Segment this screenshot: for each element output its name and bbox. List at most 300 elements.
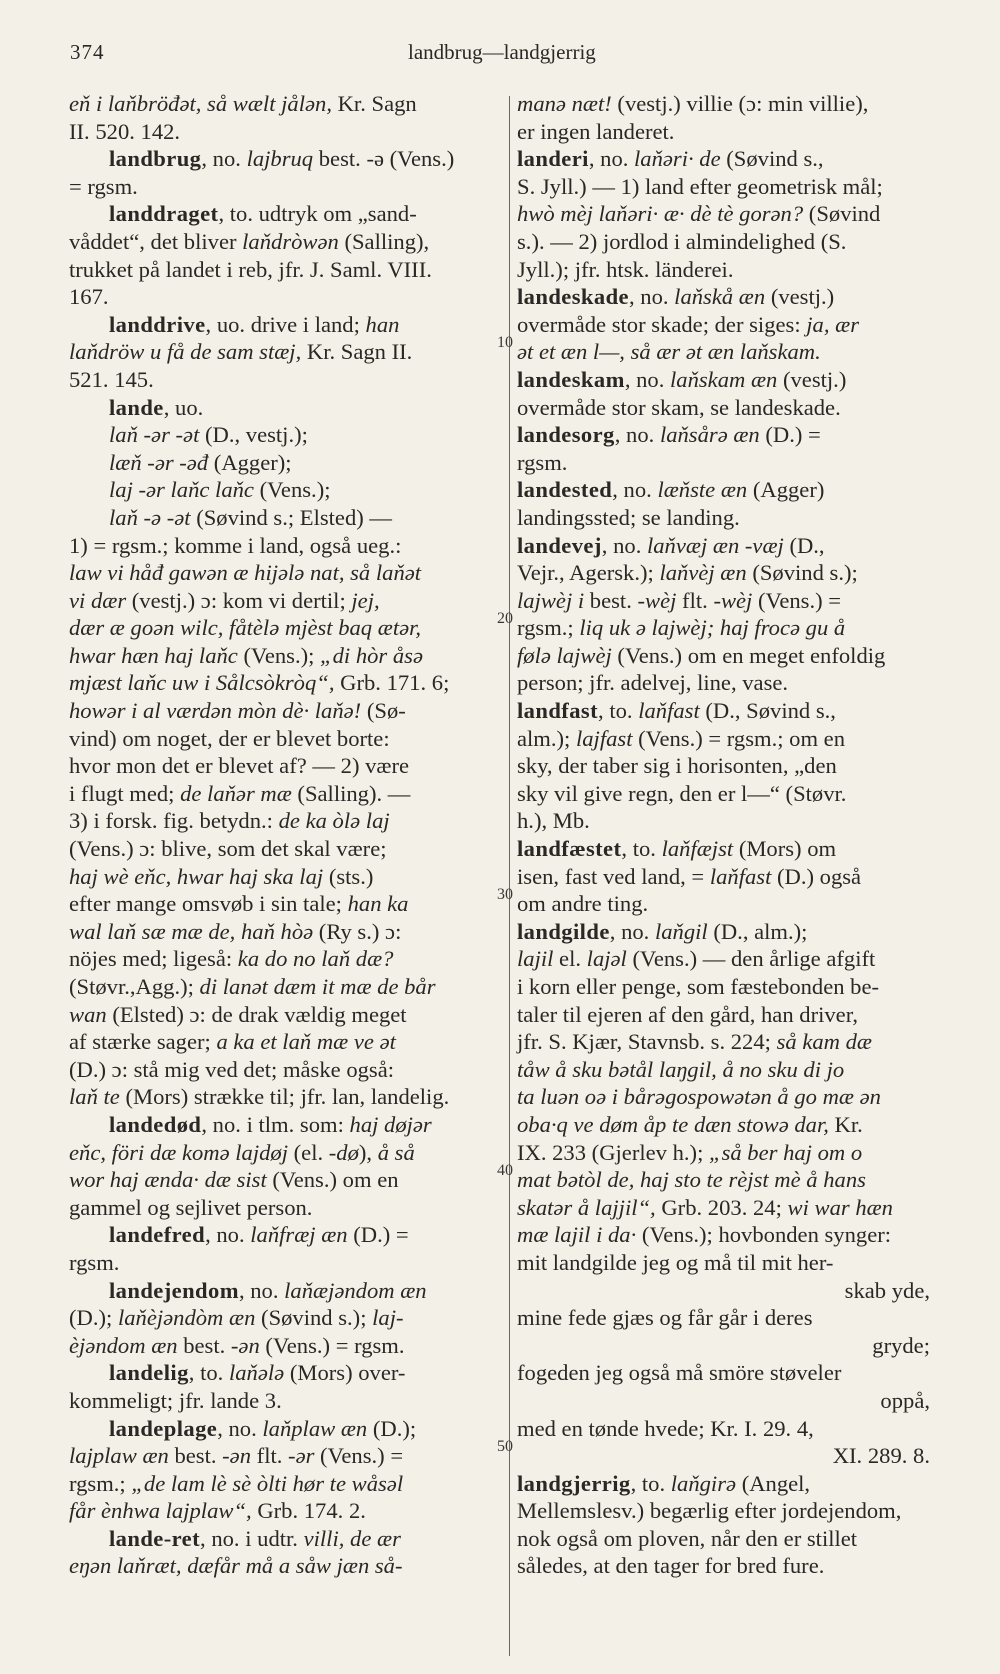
text-segment: (Angel,	[736, 1470, 811, 1496]
text-segment: (Vens.) =	[314, 1443, 404, 1469]
dialect-form: eňc, föri dæ komə lajdøj	[69, 1139, 288, 1165]
text-segment: gammel og sejlivet person.	[69, 1194, 313, 1220]
text-line	[69, 1304, 509, 1332]
text-line	[69, 1056, 509, 1084]
text-line	[514, 366, 960, 394]
text-line	[514, 973, 960, 1001]
text-line	[69, 669, 509, 697]
text-line	[69, 587, 509, 615]
text-segment: Kr.	[828, 1111, 863, 1137]
text-line	[69, 449, 509, 477]
text-line	[514, 200, 960, 228]
text-line	[69, 173, 509, 201]
running-head: landbrug—landgjerrig	[408, 40, 596, 64]
entry-headword: landevej	[517, 532, 602, 558]
dialect-form: laňèjəndòm æn	[117, 1305, 256, 1331]
text-segment: oppå,	[880, 1387, 930, 1413]
text-segment: (D.);	[69, 1305, 118, 1331]
text-segment: , to.	[598, 698, 639, 724]
dialect-form: laňvæj æn -væj	[646, 532, 784, 558]
text-segment: el.	[553, 946, 587, 972]
text-segment: (D., vestj.);	[199, 422, 308, 448]
text-line	[514, 725, 960, 753]
text-line	[69, 532, 509, 560]
text-segment: (Vens.) ɔ: blive, som det skal være;	[69, 836, 387, 862]
dialect-form: villi, de ær	[303, 1525, 401, 1551]
dialect-form: wor haj ænda· dæ sist	[69, 1167, 267, 1193]
dialect-form: „så ber haj om o	[709, 1139, 863, 1165]
text-segment: (sts.)	[323, 863, 374, 889]
text-segment: person; jfr. adelvej, line, vase.	[517, 670, 789, 696]
text-segment: , no.	[217, 1415, 263, 1441]
text-line	[69, 780, 509, 808]
entry-headword: landgilde	[517, 918, 610, 944]
text-line	[514, 559, 960, 587]
dialect-form: laňæjəndom æn	[284, 1277, 427, 1303]
text-segment: IX. 233 (Gjerlev h.);	[517, 1139, 709, 1165]
text-segment: (Søvind	[803, 201, 881, 227]
text-segment: (D., alm.);	[707, 918, 808, 944]
text-segment: (vestj.) villie (ɔ: min villie),	[611, 91, 869, 116]
dialect-form: „de lam lè sè òlti hør te wåsəl	[131, 1470, 404, 1496]
dialect-form: lajplaw æn	[69, 1443, 169, 1469]
dialect-form: lajəl	[586, 946, 627, 972]
text-line	[69, 945, 509, 973]
text-line	[69, 1387, 509, 1415]
text-segment: , no.	[624, 366, 670, 392]
text-segment: (Vens.); hovbonden synger:	[636, 1222, 892, 1248]
dialect-form: så kam dæ	[776, 1029, 872, 1055]
text-line	[69, 145, 509, 173]
dialect-form: ta luən oə i bårəgospowətən å go mæ ən	[517, 1084, 881, 1110]
dialect-form: mjæst laňc uw i Sålcsòkròq“,	[69, 670, 335, 696]
entry-headword: landdraget	[109, 201, 219, 227]
text-segment: h.), Mb.	[517, 808, 590, 834]
entry-headword: landefred	[109, 1222, 206, 1248]
entry-headword: landesorg	[517, 422, 615, 448]
text-segment: (Søvind s.,	[720, 146, 824, 172]
text-segment: II. 520. 142.	[69, 118, 181, 144]
dialect-form: laňplaw æn	[262, 1415, 368, 1441]
text-line	[514, 394, 960, 422]
text-segment: , no.	[201, 146, 247, 172]
dialect-form: laňgirə	[670, 1470, 737, 1496]
text-line	[514, 669, 960, 697]
text-segment: (D.) også	[771, 863, 862, 889]
text-segment: mine fede gjæs og får går i deres	[517, 1305, 813, 1331]
text-segment: = rgsm.	[69, 173, 138, 199]
dialect-form: oba·q ve døm åp te dæn stowə dar,	[517, 1111, 829, 1137]
text-segment: (Vens.) = rgsm.; om en	[632, 725, 845, 751]
dialect-form: di lanət dæm it mæ de bår	[199, 974, 436, 999]
text-line	[514, 1415, 960, 1443]
text-line	[514, 1194, 960, 1222]
line-number: 30	[497, 886, 513, 903]
text-line	[514, 421, 960, 449]
text-line	[69, 1028, 509, 1056]
text-segment: (D.,	[783, 532, 825, 558]
entry-headword: landedød	[109, 1111, 202, 1137]
text-line	[69, 366, 509, 394]
text-segment: , to.	[630, 1470, 671, 1496]
text-segment: , no.	[601, 532, 647, 558]
text-line	[514, 1277, 960, 1305]
text-segment: (vestj.)	[765, 284, 835, 310]
text-line	[514, 1001, 960, 1029]
dialect-form: laj-	[372, 1305, 404, 1331]
text-line	[514, 1111, 960, 1139]
text-segment: Vejr., Agersk.);	[517, 560, 660, 586]
text-line	[514, 173, 960, 201]
text-line	[69, 421, 509, 449]
entry-headword: landeskam	[517, 366, 625, 392]
dialect-form: får ènhwa lajplaw“,	[69, 1498, 252, 1524]
text-segment: XI. 289. 8.	[832, 1443, 930, 1469]
dialect-form: laňgil	[654, 918, 708, 944]
text-line	[69, 1415, 509, 1443]
text-segment: fogeden jeg også må smöre støveler	[517, 1360, 842, 1386]
text-line	[514, 835, 960, 863]
dialect-form: lajbruq	[246, 146, 314, 172]
text-segment: af stærke sager;	[69, 1029, 217, 1055]
text-segment: om andre ting.	[517, 891, 649, 917]
text-segment: (Salling). —	[291, 780, 411, 806]
dialect-form: howər i al værdən mòn dè· laňə!	[69, 698, 362, 724]
text-segment: , uo. drive i land;	[205, 311, 366, 337]
text-line	[69, 1470, 509, 1498]
dialect-form: -dø	[328, 1139, 359, 1165]
entry-headword: lande	[109, 394, 164, 420]
dialect-form: -wèj	[713, 587, 753, 613]
text-segment: skab yde,	[844, 1277, 930, 1303]
text-line	[69, 890, 509, 918]
line-number: 10	[497, 334, 513, 351]
text-line	[514, 449, 960, 477]
text-segment: nok også om ploven, når den er stillet	[517, 1525, 858, 1551]
text-segment: (Ry s.) ɔ:	[313, 918, 402, 944]
text-line	[514, 752, 960, 780]
text-segment: trukket på landet i reb, jfr. J. Saml. VIII.	[69, 256, 432, 282]
text-segment: overmåde stor skade; der siges:	[517, 311, 807, 337]
text-segment: (Agger);	[208, 449, 292, 475]
text-segment: mit landgilde jeg og må til mit her-	[517, 1249, 834, 1275]
text-segment: med en tønde hvede; Kr. I. 29. 4,	[517, 1415, 814, 1441]
text-segment: således, at den tager for bred fure.	[517, 1553, 825, 1579]
text-line	[514, 1525, 960, 1553]
dialect-form: dær æ goən wilc, fåtèlə mjèst baq ætər,	[69, 615, 422, 641]
text-line	[69, 973, 509, 1001]
dialect-form: jej,	[351, 587, 380, 613]
text-line	[514, 145, 960, 173]
dialect-form: wan	[69, 1001, 107, 1027]
dialect-form: liq uk ə lajwèj; haj frocə gu å	[579, 615, 846, 641]
text-segment: , no. i tlm. som:	[201, 1111, 350, 1137]
entry-headword: landfæstet	[517, 836, 622, 862]
dialect-form: haj døjər	[349, 1111, 432, 1137]
text-line	[514, 228, 960, 256]
text-segment: (Salling),	[338, 228, 430, 254]
text-segment: , uo.	[163, 394, 204, 420]
dialect-form: law vi håđ gawən æ hijələ nat, så laňət	[69, 560, 422, 586]
page-number: 374	[70, 40, 105, 64]
entry-headword: landeri	[517, 146, 589, 172]
text-line	[69, 311, 509, 339]
text-line	[514, 587, 960, 615]
text-segment: 1) = rgsm.; komme i land, også ueg.:	[69, 532, 402, 558]
text-segment: s.). — 2) jordlod i almindelighed (S.	[517, 228, 847, 254]
text-segment: 521. 145.	[69, 366, 154, 392]
text-segment: best.	[177, 1332, 231, 1358]
text-segment: rgsm.	[69, 1249, 120, 1275]
text-line	[69, 1552, 509, 1580]
text-segment: overmåde stor skam, se landeskade.	[517, 394, 841, 420]
text-line	[514, 1332, 960, 1360]
text-segment: best.	[168, 1443, 223, 1469]
text-line	[69, 918, 509, 946]
dialect-form: læňste æn	[657, 477, 748, 503]
text-segment: , no.	[609, 918, 655, 944]
dialect-form: laňfæjst	[661, 836, 734, 862]
dialect-form: vi dær	[69, 587, 127, 613]
text-segment: nöjes med; ligeså:	[69, 946, 238, 972]
dialect-form: laňfræj æn	[250, 1222, 348, 1248]
text-line	[69, 118, 509, 146]
dialect-form: han ka	[347, 891, 409, 917]
text-line	[514, 614, 960, 642]
text-line	[514, 1139, 960, 1167]
text-segment: sky, der taber sig i horisonten, „den	[517, 753, 837, 779]
dialect-form: hwò mèj laňəri· æ· dè tè gorən?	[517, 201, 804, 227]
text-line	[69, 559, 509, 587]
text-segment: best.	[584, 587, 638, 613]
dialect-form: hwar hæn haj laňc	[69, 642, 238, 668]
text-line	[514, 504, 960, 532]
text-segment: , no. i udtr.	[200, 1525, 304, 1551]
text-segment: (Støvr.,Agg.);	[69, 974, 200, 999]
text-segment: , no.	[238, 1277, 285, 1303]
text-line	[514, 918, 960, 946]
text-segment: (Søvind s.);	[255, 1305, 373, 1331]
entry-headword: landejendom	[109, 1277, 239, 1303]
text-line	[514, 1083, 960, 1111]
text-segment: (Vens.);	[237, 642, 321, 668]
text-line	[69, 835, 509, 863]
text-segment: vind) om noget, der er blevet borte:	[69, 725, 390, 751]
dialect-form: laň te	[69, 1084, 120, 1110]
text-segment: 3) i forsk. fig. betydn.:	[69, 808, 279, 834]
dialect-form: -ən	[230, 1332, 260, 1358]
text-segment: kommeligt; jfr. lande 3.	[69, 1387, 282, 1413]
text-segment: rgsm.;	[69, 1470, 132, 1496]
dialect-form: lajfast	[575, 725, 633, 751]
text-segment: (Elsted) ɔ: de drak vældig meget	[106, 1001, 407, 1027]
dialect-form: wi war hæn	[787, 1194, 893, 1220]
text-line	[514, 642, 960, 670]
text-line	[514, 1221, 960, 1249]
text-line	[514, 807, 960, 835]
text-segment: landingssted; se landing.	[517, 504, 740, 530]
text-line	[514, 283, 960, 311]
text-segment: rgsm.;	[517, 615, 580, 641]
text-segment: (Søvind s.; Elsted) —	[190, 504, 393, 530]
text-segment: Grb. 174. 2.	[251, 1498, 366, 1524]
text-segment: , to.	[621, 836, 662, 862]
text-line	[69, 1083, 509, 1111]
text-line	[69, 394, 509, 422]
text-segment: (D.) ɔ: stå mig ved det; måske også:	[69, 1056, 395, 1082]
text-line	[514, 697, 960, 725]
text-line	[69, 476, 509, 504]
text-segment: ),	[358, 1139, 378, 1165]
text-segment: (Mors) om	[733, 836, 837, 862]
dialect-form: ət et æn l—, så ær ət æn laňskam.	[517, 339, 821, 365]
line-number: 40	[497, 1162, 513, 1179]
text-line	[69, 1111, 509, 1139]
text-segment: rgsm.	[517, 449, 568, 475]
text-segment: (Vens.) =	[752, 587, 842, 613]
text-segment: , to. udtryk om „sand-	[218, 201, 417, 227]
text-line	[69, 1525, 509, 1553]
text-line	[514, 311, 960, 339]
text-line	[514, 1028, 960, 1056]
text-segment: (Vens.) om en	[266, 1167, 399, 1193]
text-segment: (vestj.) ɔ: kom vi dertil;	[126, 587, 352, 613]
text-line	[514, 1442, 960, 1470]
entry-headword: landeskade	[517, 284, 629, 310]
dialect-form: laňdròwən	[242, 228, 339, 254]
text-line	[69, 697, 509, 725]
text-segment: , to.	[188, 1360, 229, 1386]
text-line	[69, 1497, 509, 1525]
dialect-form: lajwèj i	[517, 587, 585, 613]
text-line	[69, 1332, 509, 1360]
text-line	[514, 1304, 960, 1332]
dialect-form: eŋən laňræt, dæfår må a såw jæn så-	[69, 1553, 403, 1579]
text-segment: våddet“, det bliver	[69, 228, 243, 254]
text-line	[514, 890, 960, 918]
text-segment: (Vens.) = rgsm.	[259, 1332, 405, 1358]
text-line	[69, 1442, 509, 1470]
text-segment: 167.	[69, 284, 109, 310]
text-line	[69, 807, 509, 835]
text-line	[514, 338, 960, 366]
text-segment: , no.	[612, 477, 658, 503]
text-line	[69, 1249, 509, 1277]
dialect-form: ja, ær	[806, 311, 859, 337]
text-segment: hvor mon det er blevet af? — 2) være	[69, 753, 410, 779]
text-segment: Mellemslesv.) begærlig efter jordejendom,	[517, 1498, 902, 1524]
dialect-form: laňfast	[638, 698, 700, 724]
text-line	[69, 752, 509, 780]
text-segment: (Vens.);	[253, 477, 331, 503]
text-line	[69, 228, 509, 256]
dialect-form: laňəri· de	[634, 146, 721, 172]
text-line	[69, 1001, 509, 1029]
dialect-form: -wèj	[637, 587, 677, 613]
text-segment: sky vil give regn, den er l—“ (Støvr.	[517, 780, 847, 806]
text-line	[69, 283, 509, 311]
text-line	[69, 863, 509, 891]
dialect-form: laňdröw u få de sam stæj,	[69, 339, 302, 365]
text-line	[514, 90, 960, 118]
dialect-form: laň -ə -ət	[109, 504, 191, 530]
left-column	[69, 90, 509, 1580]
text-line	[69, 1221, 509, 1249]
dialect-form: laňələ	[228, 1360, 285, 1386]
text-line	[69, 1166, 509, 1194]
text-line	[69, 614, 509, 642]
text-line	[514, 1552, 960, 1580]
entry-headword: landbrug	[109, 146, 202, 172]
text-segment: (Mors) over-	[284, 1360, 406, 1386]
text-segment: (Vens.) om en meget enfoldig	[611, 642, 886, 668]
entry-headword: landdrive	[109, 311, 206, 337]
text-segment: (Sø-	[361, 698, 406, 724]
text-line	[514, 780, 960, 808]
text-segment: Kr. Sagn	[331, 91, 417, 116]
entry-headword: landeplage	[109, 1415, 218, 1441]
text-segment: (D.);	[367, 1415, 417, 1441]
text-segment: (vestj.)	[777, 366, 847, 392]
text-segment: S. Jyll.) — 1) land efter geometrisk mål;	[517, 173, 883, 199]
right-column	[514, 90, 960, 1580]
dialect-form: ka do no laň dæ?	[237, 946, 394, 972]
dialect-form: tåw å sku bətål laŋgil, å no sku di jo	[517, 1056, 845, 1082]
dialect-form: laňsårə æn	[659, 422, 760, 448]
text-segment: best. -ə (Vens.)	[313, 146, 455, 172]
text-line	[69, 725, 509, 753]
text-line	[514, 1359, 960, 1387]
text-segment: flt.	[251, 1443, 289, 1469]
dialect-form: laňfast	[709, 863, 772, 889]
text-line	[69, 90, 509, 118]
page-header	[0, 40, 1000, 70]
dialect-form: haj wè eňc, hwar haj ska laj	[69, 863, 324, 889]
text-segment: (D.) =	[347, 1222, 409, 1248]
dialect-form: èjəndom æn	[69, 1332, 178, 1358]
dialect-form: skatər å lajjil“,	[517, 1194, 656, 1220]
text-line	[69, 338, 509, 366]
dialect-form: -ən	[222, 1443, 252, 1469]
dialect-form: laňskå æn	[674, 284, 766, 310]
text-line	[514, 118, 960, 146]
text-line	[514, 1056, 960, 1084]
dialect-form: „di hòr åsə	[320, 642, 423, 668]
entry-headword: landfast	[517, 698, 599, 724]
text-line	[69, 504, 509, 532]
text-segment: (Søvind s.);	[746, 560, 858, 586]
text-line	[514, 1249, 960, 1277]
text-line	[69, 1277, 509, 1305]
dialect-form: manə næt!	[517, 91, 612, 116]
dialect-form: laňskam æn	[670, 366, 778, 392]
line-number: 20	[497, 610, 513, 627]
text-line	[514, 1470, 960, 1498]
entry-headword: lande-ret	[109, 1525, 201, 1551]
dialect-form: følə lajwèj	[517, 642, 612, 668]
text-segment: efter mange omsvøb i sin tale;	[69, 891, 348, 917]
dialect-form: de laňər mæ	[180, 780, 292, 806]
dialect-form: mat bətòl de, haj sto te rèjst mè å hans	[517, 1167, 866, 1193]
text-line	[514, 945, 960, 973]
text-line	[69, 256, 509, 284]
text-segment: , no.	[628, 284, 675, 310]
text-line	[514, 1387, 960, 1415]
line-number: 50	[497, 1438, 513, 1455]
text-segment: er ingen landeret.	[517, 118, 675, 144]
text-line	[69, 1139, 509, 1167]
dialect-form: wal laň sæ mæ de, haň hòə	[69, 918, 314, 944]
